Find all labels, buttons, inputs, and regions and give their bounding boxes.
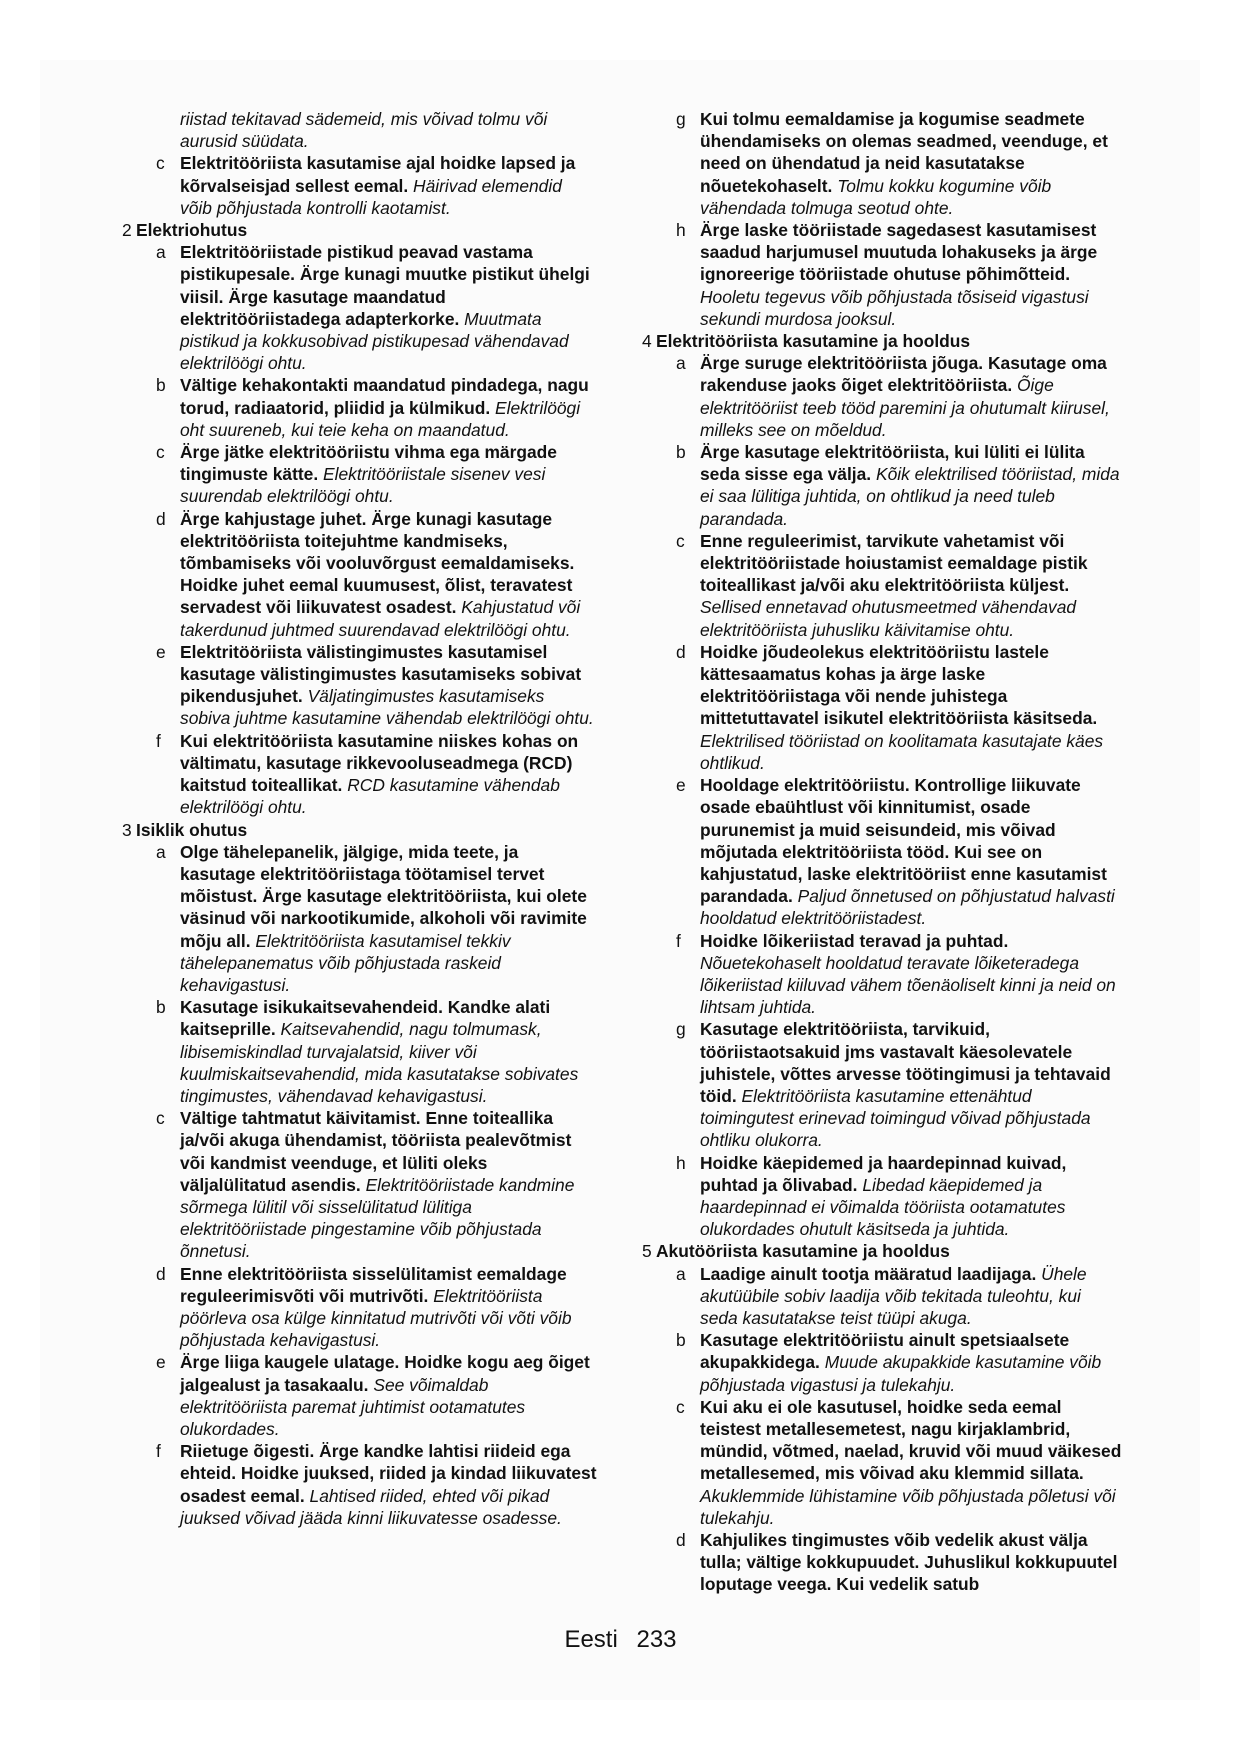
list-item-3g: g Kui tolmu eemaldamise ja kogumise seadmete ühendamiseks on olemas seadmed, veenduge, et need on ühendatud ja neid kasutatakse nõuetekohaselt. Tolmu kokku kogumine võib vähendada tolmuga seotud ohte.: [676, 109, 1108, 218]
list-item-4g: g Kasutage elektritööriista, tarvikuid, tööriistaotsakuid jms vastavalt käesolevatele juhistele, võttes arvesse töötingimusi ja tehtavaid töid. Elektritööriista kasutamine ettenähtud toimingutest erinevad toimingud võivad põhjustada ohtliku olukorra.: [676, 1019, 1111, 1151]
list-item-3b: b Kasutage isikukaitsevahendeid. Kandke alati kaitseprille. Kaitsevahendid, nagu tolmumask, libisemiskindlad turvajalatsid, kiiver või kuulmiskaitsevahendid, mida kasutatakse sobivates tingimustes, vähendavad kehavigastusi.: [156, 997, 579, 1106]
page-footer: [0, 1626, 1241, 1654]
list-item-2d: d Ärge kahjustage juhet. Ärge kunagi kasutage elektritööriista toitejuhtme kandmiseks, tõmbamiseks või vooluvõrgust eemaldamiseks. Hoidke juhet eemal kuumusest, õlist, teravatest servadest või liikuvatest osadest. Kahjustatud või takerdunud juhtmed suurendavad elektrilöögi ohtu.: [156, 508, 581, 640]
list-item-4c: c Enne reguleerimist, tarvikute vahetamist või elektritööriistade hoiustamist eemaldage pistik toiteallikast ja/või aku elektritööriista küljest. Sellised ennetavad ohutusmeetmed vähendavad elektritööriista juhusliku käivitamise ohtu.: [676, 530, 1088, 640]
list-item-2c: c Ärge jätke elektritööriistu vihma ega märgade tingimuste kätte. Elektritööriistale sisenev vesi suurendab elektrilöögi ohtu.: [156, 442, 557, 507]
list-item-5b: b Kasutage elektritööriistu ainult spetsiaalsete akupakkidega. Muude akupakkide kasutamine võib põhjustada vigastusi ja tulekahju.: [676, 1330, 1102, 1395]
section-heading-4: 4 Elektritööriista kasutamine ja hooldus: [642, 331, 971, 352]
section-heading-2: 2 Elektriohutus: [122, 220, 248, 241]
list-item-4a: a Ärge suruge elektritööriista jõuga. Kasutage oma rakenduse jaoks õiget elektritööriista. Õige elektritööriist teeb tööd paremini ja ohutumalt kiirusel, milleks see on mõeldud.: [676, 353, 1110, 440]
list-item-5a: a Laadige ainult tootja määratud laadijaga. Ühele akutüübile sobiv laadija võib tekitada tuleohtu, kui seda kasutatakse teist tüüpi akuga.: [676, 1263, 1087, 1328]
page-number: 233: [636, 1626, 677, 1653]
list-item-2f: f Kui elektritööriista kasutamine niiskes kohas on vältimatu, kasutage rikkevooluseadmega (RCD) kaitstud toiteallikat. RCD kasutamine vähendab elektrilöögi ohtu.: [156, 730, 579, 818]
list-item-5c: c Kui aku ei ole kasutusel, hoidke seda eemal teistest metallesemetest, nagu kirjaklambrid, mündid, võtmed, naelad, kruvid või muud väikesed metallesemed, mis võivad aku klemmid sillata. Akuklemmide lühistamine võib põhjustada põletusi või tulekahju.: [676, 1396, 1122, 1528]
left-column: [118, 108, 598, 1529]
list-item-2b: b Vältige kehakontakti maandatud pindadega, nagu torud, radiaatorid, pliidid ja külmikud. Elektrilöögi oht suureneb, kui teie keha on maandatud.: [156, 375, 589, 440]
list-item-4b: b Ärge kasutage elektritööriista, kui lüliti ei lülita seda sisse ega välja. Kõik elektrilised tööriistad, mida ei saa lülitiga juhtida, on ohtlikud ja need tuleb parandada.: [676, 442, 1120, 529]
section-heading-5: 5 Akutööriista kasutamine ja hooldus: [642, 1241, 950, 1262]
list-item-5d: d Kahjulikes tingimustes võib vedelik akust välja tulla; vältige kokkupuudet. Juhuslikul kokkupuutel loputage veega. Kui vedelik satub: [676, 1530, 1118, 1595]
list-item-3c: c Vältige tahtmatut käivitamist. Enne toiteallika ja/või akuga ühendamist, tööriista pealevõtmist või kandmist veenduge, et lüliti oleks väljalülitatud asendis. Elektritööriistade kandmine sõrmega lülitil või sisselülitatud lülitiga elektritööriistade pingestamine võib põhjustada õnnetusi.: [156, 1108, 575, 1262]
list-item-4h: h Hoidke käepidemed ja haardepinnad kuivad, puhtad ja õlivabad. Libedad käepidemed ja haardepinnad ei võimalda tööriista ootamatutes olukordades ohutult käsitseda ja juhtida.: [676, 1152, 1067, 1240]
list-item-2e: e Elektritööriista välistingimustes kasutamisel kasutage välistingimustes kasutamiseks sobivat pikendusjuhet. Väljatingimustes kasutamiseks sobiva juhtme kasutamine vähendab elektrilöögi ohtu.: [156, 641, 594, 729]
list-item-4d: d Hoidke jõudeolekus elektritööriistu lastele kättesaamatus kohas ja ärge laske elektritööriistaga või nende juhistega mittetuttavatel isikutel elektritööriista käsitseda. Elektrilised tööriistad on koolitamata kasutajate käes ohtlikud.: [676, 641, 1104, 773]
continued-text: riistad tekitavad sädemeid, mis võivad tolmu või aurusid süüdata.: [180, 109, 548, 152]
list-item-1c: c Elektritööriista kasutamise ajal hoidke lapsed ja kõrvalseisjad sellest eemal. Häirivad elemendid võib põhjustada kontrolli kaotamist.: [156, 153, 576, 218]
list-item-3h: h Ärge laske tööriistade sagedasest kasutamisest saadud harjumusel muutuda lohakuseks ja ärge ignoreerige tööriistade ohutuse põhimõtteid. Hooletu tegevus võib põhjustada tõsiseid vigastusi sekundi murdosa jooksul.: [676, 220, 1098, 329]
list-item-2a: a Elektritööriistade pistikud peavad vastama pistikupesale. Ärge kunagi muutke pistikut ühelgi viisil. Ärge kasutage maandatud elektritööriistadega adapterkorke. Muutmata pistikud ja kokkusobivad pistikupesad vähendavad elektrilöögi ohtu.: [156, 242, 590, 374]
right-column: [638, 108, 1123, 1596]
footer-language: Eesti: [564, 1626, 618, 1653]
list-item-3d: d Enne elektritööriista sisselülitamist eemaldage reguleerimisvõti või mutrivõti. Elektritööriista pöörleva osa külge kinnitatud mutrivõti või võti võib põhjustada kehavigastusi.: [156, 1263, 572, 1351]
list-item-3f: f Riietuge õigesti. Ärge kandke lahtisi riideid ega ehteid. Hoidke juuksed, riided ja kindad liikuvatest osadest eemal. Lahtised riided, ehted või pikad juuksed võivad jääda kinni liikuvatesse osadesse.: [156, 1441, 597, 1528]
list-item-3a: a Olge tähelepanelik, jälgige, mida teete, ja kasutage elektritööriistaga töötamisel tervet mõistust. Ärge kasutage elektritööriista, kui olete väsinud või narkootikumide, alkoholi või ravimite mõju all. Elektritööriista kasutamisel tekkiv tähelepanematus võib põhjustada raskeid kehavigastusi.: [156, 841, 587, 995]
list-item-4f: f Hoidke lõikeriistad teravad ja puhtad. Nõuetekohaselt hooldatud teravate lõiketeradega lõikeriistad kiiluvad vähem tõenäoliselt kinni ja neid on lihtsam juhtida.: [676, 930, 1116, 1018]
list-item-3e: e Ärge liiga kaugele ulatage. Hoidke kogu aeg õiget jalgealust ja tasakaalu. See võimaldab elektritööriista paremat juhtimist ootamatutes olukordades.: [156, 1352, 590, 1439]
list-item-4e: e Hooldage elektritööriistu. Kontrollige liikuvate osade ebaühtlust või kinnitumist, osade purunemist ja muid seisundeid, mis võivad mõjutada elektritööriista tööd. Kui see on kahjustatud, laske elektritööriist enne kasutamist parandada. Paljud õnnetused on põhjustatud halvasti hooldatud elektritööriistadest.: [676, 775, 1115, 929]
section-heading-3: 3 Isiklik ohutus: [122, 819, 248, 840]
